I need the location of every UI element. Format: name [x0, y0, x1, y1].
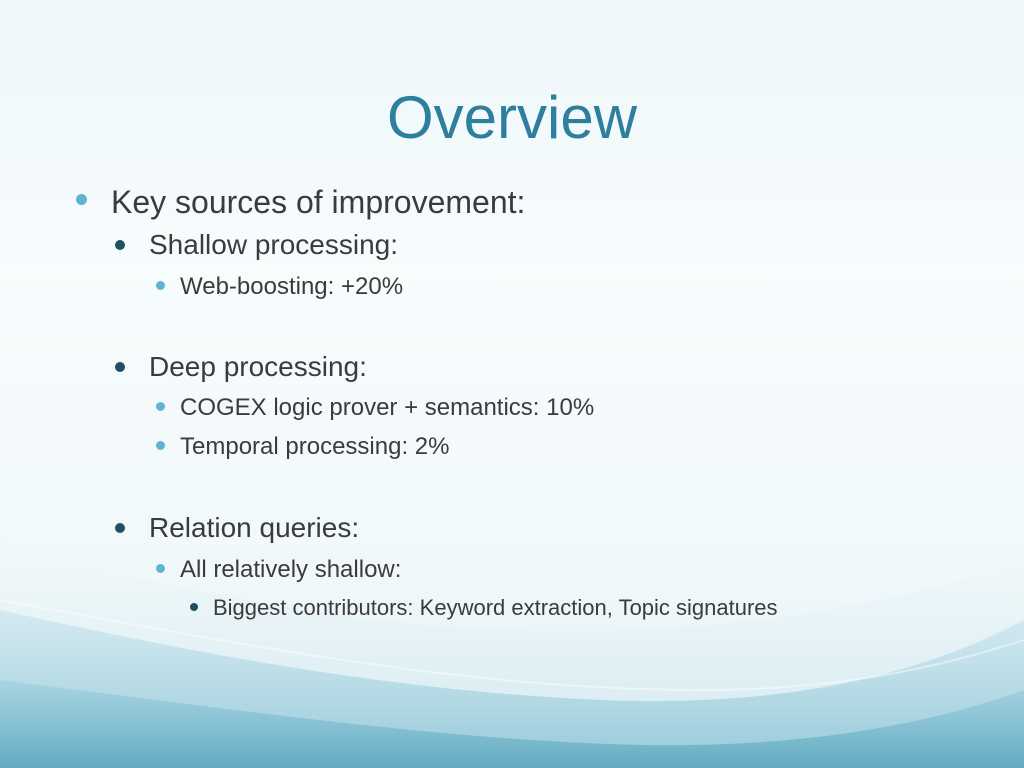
bullet-dot: [76, 194, 87, 205]
bullet-shallow-processing: Shallow processing:: [149, 229, 399, 260]
bullet-dot: [115, 362, 125, 372]
bullet-dot: [115, 523, 125, 533]
bullet-dot: [156, 281, 165, 290]
bullet-cogex: COGEX logic prover + semantics: 10%: [180, 394, 595, 421]
bullet-relation-queries: Relation queries:: [149, 512, 360, 543]
bullet-key-sources: Key sources of improvement:: [111, 184, 526, 220]
bullet-dot: [115, 240, 125, 250]
bullet-deep-processing: Deep processing:: [149, 351, 367, 382]
bullet-dot: [190, 603, 198, 611]
bullet-dot: [156, 441, 165, 450]
slide-title: Overview: [386, 84, 638, 151]
bullet-dot: [156, 564, 165, 573]
bullet-web-boosting: Web-boosting: +20%: [180, 273, 404, 300]
bullet-dot: [156, 402, 165, 411]
bullet-all-relatively-shallow: All relatively shallow:: [180, 556, 402, 583]
bullet-biggest-contributors: Biggest contributors: Keyword extraction, Topic signatures: [213, 595, 778, 620]
bullet-temporal-processing: Temporal processing: 2%: [180, 433, 450, 460]
